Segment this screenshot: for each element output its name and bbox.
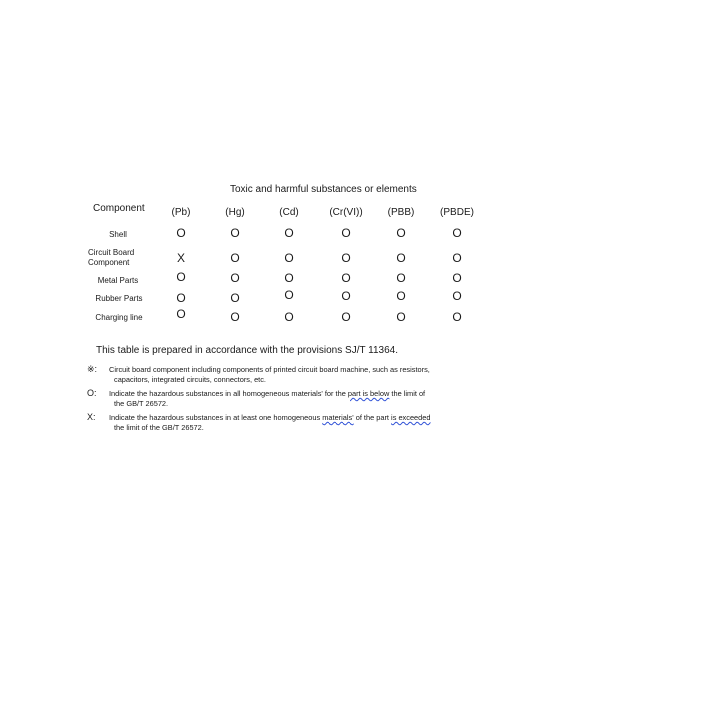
- table-heading: Toxic and harmful substances or elements: [230, 184, 417, 195]
- note-text-continued: capacitors, integrated circuits, connectors, etc.: [114, 375, 266, 384]
- column-header-cd: (Cd): [279, 207, 299, 218]
- cell-circuit-cd: O: [284, 251, 294, 265]
- provision-note: This table is prepared in accordance with the provisions SJ/T 11364.: [96, 345, 399, 356]
- note-o-definition: [87, 388, 487, 409]
- component-column-header: Component: [93, 203, 145, 214]
- spellcheck-underlined-text: materials': [322, 413, 354, 422]
- column-header-cr6: (Cr(VI)): [329, 207, 363, 218]
- cell-circuit-pbb: O: [396, 251, 406, 265]
- cell-charging-hg: O: [230, 310, 240, 324]
- row-label-line-2: Component: [88, 258, 130, 267]
- cell-rubber-pbde: O: [452, 289, 462, 303]
- reference-mark-symbol: ※:: [87, 364, 98, 374]
- note-text: of the part: [353, 413, 392, 422]
- cell-shell-cd: O: [284, 226, 294, 240]
- circle-symbol: O:: [87, 388, 97, 398]
- note-text-continued: the GB/T 26572.: [114, 399, 169, 408]
- cell-shell-hg: O: [230, 226, 240, 240]
- column-header-hg: (Hg): [225, 207, 245, 218]
- cell-shell-cr6: O: [341, 226, 351, 240]
- note-circuit-board: [87, 364, 487, 385]
- cell-circuit-cr6: O: [341, 251, 351, 265]
- note-text: the limit of: [389, 389, 426, 398]
- note-text: Indicate the hazardous substances in all homogeneous materials' for the: [109, 389, 348, 398]
- note-x-definition: [87, 412, 487, 433]
- cell-shell-pbb: O: [396, 226, 406, 240]
- row-label-charging-line: Charging line: [95, 313, 143, 322]
- cell-shell-pbde: O: [452, 226, 462, 240]
- column-header-pbde: (PBDE): [440, 207, 474, 218]
- column-header-pb: (Pb): [171, 207, 191, 218]
- cell-charging-pbde: O: [452, 310, 462, 324]
- note-text: Indicate the hazardous substances in at least one homogeneous: [109, 413, 323, 422]
- cell-metal-cr6: O: [341, 271, 351, 285]
- cell-charging-cd: O: [284, 310, 294, 324]
- cross-symbol: X:: [87, 412, 96, 422]
- cell-metal-cd: O: [284, 271, 294, 285]
- cell-metal-hg: O: [230, 271, 240, 285]
- note-text: Circuit board component including components of printed circuit board machine, such as resistors,: [109, 365, 430, 374]
- cell-circuit-pb: X: [176, 251, 185, 265]
- spellcheck-underlined-text: is exceeded: [391, 413, 431, 422]
- cell-metal-pbde: O: [452, 271, 462, 285]
- cell-metal-pbb: O: [396, 271, 406, 285]
- cell-circuit-pbde: O: [452, 251, 462, 265]
- row-label-line-1: Circuit Board: [88, 248, 135, 257]
- row-label-circuit-board: [88, 248, 146, 268]
- cell-charging-pbb: O: [396, 310, 406, 324]
- cell-rubber-pb: O: [176, 291, 186, 305]
- cell-charging-cr6: O: [341, 310, 351, 324]
- cell-charging-pb: O: [176, 307, 186, 321]
- row-label-metal-parts: Metal Parts: [97, 276, 139, 285]
- note-text-continued: the limit of the GB/T 26572.: [114, 423, 204, 432]
- cell-circuit-hg: O: [230, 251, 240, 265]
- row-label-rubber-parts: Rubber Parts: [95, 294, 143, 303]
- spellcheck-underlined-text: part is below: [347, 389, 390, 398]
- cell-shell-pb: O: [176, 226, 186, 240]
- row-label-shell: Shell: [109, 230, 127, 239]
- cell-rubber-cd: O: [284, 288, 294, 302]
- cell-rubber-cr6: O: [341, 289, 351, 303]
- cell-rubber-hg: O: [230, 291, 240, 305]
- cell-metal-pb: O: [176, 270, 186, 284]
- column-header-pbb: (PBB): [387, 207, 415, 218]
- cell-rubber-pbb: O: [396, 289, 406, 303]
